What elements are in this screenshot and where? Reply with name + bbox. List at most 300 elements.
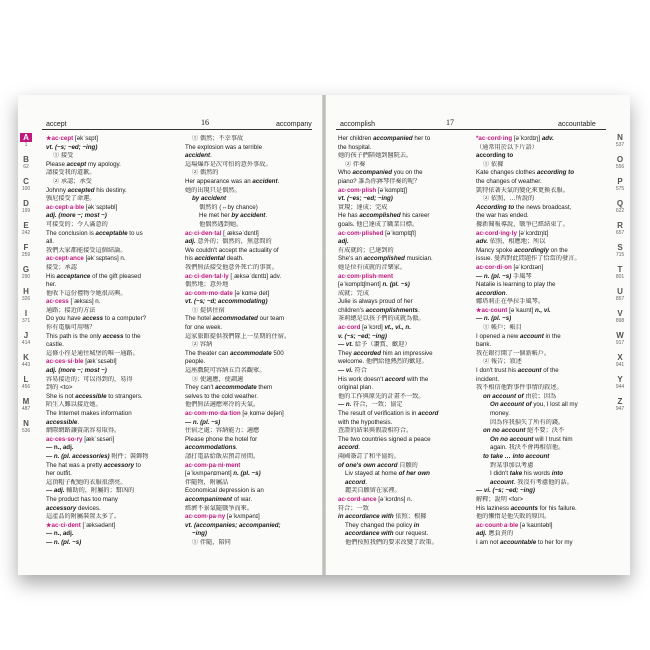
thumb-tab-y[interactable]	[614, 375, 626, 397]
entry-line	[185, 290, 317, 299]
entry-line	[46, 350, 181, 359]
entry-text: 我不相信他對事件事情的敘述。	[476, 384, 563, 392]
entry-line	[46, 307, 181, 316]
entry-line	[185, 444, 317, 453]
entry-text: 我在銀行開了一個新帳戶。	[476, 349, 551, 357]
entry-text: accidental	[194, 255, 225, 263]
thumb-tab-page: 371	[21, 318, 31, 324]
entry-line	[476, 401, 606, 410]
entry-line	[338, 273, 473, 282]
entry-text: accomplishments	[365, 306, 418, 314]
entry-text: 到的 <to>	[46, 384, 73, 392]
entry-text: 他偶然遇到她。	[199, 220, 243, 228]
entry-line	[46, 419, 181, 428]
entry-text: adv.	[476, 238, 489, 246]
entry-text: accord	[345, 478, 366, 486]
entry-line	[338, 427, 473, 436]
entry-line	[46, 230, 181, 239]
thumb-tab-c[interactable]	[20, 177, 32, 199]
thumb-tab-z[interactable]	[614, 397, 626, 419]
entry-line	[185, 178, 317, 187]
entry-text: On no account	[490, 435, 534, 443]
thumb-tab-i[interactable]	[20, 309, 32, 331]
entry-text: 對某事加以考慮	[490, 461, 534, 469]
entry-text: [ˌæksəˈdɛntlɪ] adv.	[228, 272, 282, 280]
entry-text: They changed the policy	[345, 521, 414, 529]
entry-text: adj. (more ~; most ~)	[46, 367, 107, 375]
entry-line	[476, 522, 606, 531]
entry-line	[185, 427, 317, 436]
thumb-tab-j[interactable]	[20, 331, 32, 353]
entry-text: This path is the only	[46, 332, 103, 340]
entry-text: vt., vi., n.	[384, 324, 411, 332]
thumb-tab-page: 1	[24, 142, 28, 148]
entry-line	[338, 161, 473, 170]
entry-text: accessory	[46, 504, 77, 512]
entry-text: on the	[548, 246, 568, 254]
entry-line	[46, 255, 181, 264]
entry-line	[338, 487, 473, 496]
thumb-tab-letter: R	[617, 221, 623, 230]
entry-text: 她的出現只是偶然。	[185, 186, 241, 194]
entry-text: accommodations	[185, 444, 236, 452]
entry-text: 依照；根據	[393, 513, 427, 521]
entry-text: death.	[224, 255, 244, 263]
entry-line	[46, 539, 181, 548]
entry-line	[185, 230, 317, 239]
headword: ac·cess	[46, 298, 69, 306]
thumb-tab-p[interactable]	[614, 177, 626, 199]
entry-text: him an impressive	[381, 349, 433, 357]
headword: ac·cor·di·on	[476, 263, 512, 271]
entry-line	[476, 513, 606, 522]
thumb-tab-t[interactable]	[614, 265, 626, 287]
thumb-tab-page: 941	[615, 362, 625, 368]
thumb-tab-d[interactable]	[20, 199, 32, 221]
entry-line	[476, 281, 606, 290]
entry-line	[476, 307, 606, 316]
entry-text: 這場爆炸是次可怕的意外事故。	[185, 160, 272, 168]
entry-text: acceptance	[56, 272, 91, 280]
entry-text: incident.	[476, 375, 500, 383]
entry-text: — n. (pl. ~s)	[46, 538, 82, 546]
entry-text: ① 提供住宿	[192, 306, 225, 314]
entry-line	[338, 178, 473, 187]
entry-line	[46, 298, 181, 307]
entry-line	[338, 187, 473, 196]
entry-line	[46, 247, 181, 256]
entry-text: 他們按照我們的要求改變了政策。	[345, 538, 438, 546]
entry-text: The Internet makes information	[46, 410, 132, 417]
entry-text: Her appearance was an	[185, 177, 253, 185]
entry-line	[185, 333, 317, 342]
running-head-right: accountable	[558, 121, 596, 128]
headword: ac·com·mo·date	[185, 289, 233, 297]
entry-text: Liv stayed at home	[345, 470, 399, 478]
thumb-tab-page: 456	[21, 384, 31, 390]
entry-text: ① 偶然；不幸事故	[192, 135, 244, 142]
thumb-tab-f[interactable]	[20, 243, 32, 265]
entry-line	[338, 212, 473, 221]
entry-line	[46, 496, 181, 505]
entry-text: accordance with	[345, 530, 394, 538]
entry-line	[476, 264, 606, 273]
thumb-tab-r[interactable]	[614, 221, 626, 243]
entry-line	[46, 178, 181, 187]
left-column-1	[46, 135, 181, 548]
entry-line	[338, 505, 473, 514]
entry-text: 意外的；偶然的，無意間的	[195, 238, 272, 246]
entry-line	[338, 298, 473, 307]
thumb-tab-letter: C	[23, 177, 29, 186]
headword: ac·ces·so·ry	[46, 435, 83, 443]
entry-line	[476, 453, 606, 462]
thumb-tab-letter: E	[23, 221, 29, 230]
page-number: 16	[201, 118, 209, 127]
entry-text: access	[82, 315, 104, 323]
entry-text: The product has too many	[46, 495, 118, 503]
entry-text: the war has ended.	[476, 212, 529, 220]
entry-text: to strangers.	[106, 392, 143, 400]
entry-text: to the	[123, 332, 141, 340]
entry-text: the changes of weather.	[476, 177, 542, 185]
entry-text: you on the	[392, 169, 423, 177]
entry-text: [əkˈsɛptəbl]	[84, 203, 118, 211]
entry-text: 附件；裝飾物	[109, 452, 149, 460]
entry-line	[338, 419, 473, 428]
thumb-tab-q[interactable]	[614, 199, 626, 221]
entry-line	[476, 462, 606, 471]
thumb-tab-letter: N	[23, 419, 29, 428]
entry-text: 接受；承認	[46, 263, 77, 271]
entry-line	[185, 144, 317, 153]
entry-text: vt. (accompanies; accompanied;	[185, 521, 281, 529]
thumb-tab-n[interactable]	[614, 133, 626, 155]
entry-text: Please	[46, 160, 67, 168]
entry-line	[185, 367, 317, 376]
entry-text: I am not	[476, 538, 501, 546]
entry-text: They can't	[185, 384, 216, 392]
entry-text: in the	[543, 332, 561, 340]
entry-text: ~ing)	[192, 530, 207, 538]
entry-text: On account of	[490, 401, 532, 409]
entry-text: for one week.	[185, 324, 223, 332]
entry-line	[46, 221, 181, 230]
entry-text: acceptable	[95, 229, 128, 237]
thumb-tab-a[interactable]	[20, 133, 32, 155]
header-rule	[42, 129, 312, 130]
entry-text: her outfit.	[46, 470, 72, 478]
entry-text: [ækˈsɛsəri]	[82, 435, 115, 443]
thumb-tab-b[interactable]	[20, 155, 32, 177]
entry-text: 符合，一致；協定	[351, 401, 403, 409]
thumb-tab-l[interactable]	[20, 375, 32, 397]
entry-text: adj.	[476, 530, 487, 538]
thumb-tab-page: 326	[21, 296, 31, 302]
entry-text: by accident	[231, 212, 266, 220]
entry-line	[338, 367, 473, 376]
thumb-tab-w[interactable]	[614, 331, 626, 353]
entry-text: [əˈkɔrdɪŋlɪ]	[516, 229, 549, 237]
running-head-right: accompany	[276, 121, 312, 128]
entry-line	[476, 152, 606, 161]
entry-text: vt. (~s; ~d; accommodating)	[185, 298, 268, 306]
entry-text: accepted	[67, 186, 95, 194]
thumb-tab-page: 715	[615, 252, 625, 258]
entry-line	[185, 436, 317, 445]
thumb-tab-page: 242	[21, 230, 31, 236]
entry-line	[476, 187, 606, 196]
entry-text: accord	[384, 375, 406, 383]
entry-text: ① 帳戶；帳目	[483, 324, 522, 332]
thumb-tab-n[interactable]	[20, 419, 32, 441]
entry-line	[338, 324, 473, 333]
entry-text: Natalie is learning to play the	[476, 281, 556, 289]
entry-text: to	[134, 461, 141, 469]
entry-text: 500	[271, 349, 284, 357]
right-column-1	[338, 135, 473, 548]
entry-line	[46, 367, 181, 376]
entry-line	[476, 333, 606, 342]
entry-text: .	[417, 306, 420, 314]
entry-text: 輔助的，附屬的；幫凶的	[64, 487, 135, 495]
thumb-tab-page: 487	[21, 406, 31, 412]
entry-text: Economical depression is an	[185, 487, 264, 495]
entry-text: 強尼接受了命運。	[46, 195, 96, 203]
entry-text: — n. (pl. ~s)	[476, 272, 512, 280]
entry-text: welcome. 他們給他熱烈的歡迎。	[338, 358, 428, 366]
entry-text: account	[520, 332, 544, 340]
entry-text: accomplished	[363, 255, 405, 263]
entry-text: — n., adj.	[46, 530, 74, 538]
thumb-tab-page: 657	[615, 230, 625, 236]
entry-text: you, I lost all my	[531, 401, 578, 409]
entry-text: The two countries signed a peace	[338, 435, 431, 443]
entry-text: 符合	[352, 367, 367, 375]
entry-text: her.	[46, 281, 57, 289]
thumb-tab-m[interactable]	[20, 397, 32, 419]
entry-line	[476, 427, 606, 436]
entry-text: ② 依照，…所說的	[483, 195, 535, 203]
entry-text: 這家旅館提供我們隊上一星期的住宿。	[185, 332, 291, 340]
entry-text: 因為你我損失了所有的錢。	[490, 418, 565, 426]
entry-text: [əˈkɔrdɪən]	[511, 263, 544, 271]
entry-line	[46, 393, 181, 402]
thumb-tab-letter: O	[616, 155, 624, 164]
entry-text: ① 伴隨，陪同	[192, 538, 231, 546]
entry-line	[46, 410, 181, 419]
thumb-tab-v[interactable]	[614, 309, 626, 331]
entry-text: [əˈkaʊnt]	[507, 306, 535, 314]
entry-text: [əˈkɑmplɪʃt]	[383, 229, 416, 237]
entry-text: 網際網路讓資訊容易取得。	[46, 427, 121, 435]
entry-text: take	[509, 470, 523, 478]
entry-line	[338, 358, 473, 367]
entry-line	[185, 221, 317, 230]
entry-text: .	[265, 212, 268, 220]
entry-text: His work doesn't	[338, 375, 385, 383]
entry-line	[476, 487, 606, 496]
entry-line	[476, 384, 606, 393]
thumb-tab-page: 537	[615, 142, 625, 148]
entry-text: — vt.	[338, 341, 354, 349]
thumb-tab-u[interactable]	[614, 287, 626, 309]
entry-text: bank.	[476, 341, 492, 349]
thumb-tab-page: 443	[21, 362, 31, 368]
entry-text: musician.	[404, 255, 433, 263]
entry-text: 他們無法適應寒冷的天氣。	[185, 401, 260, 409]
entry-text: adj.	[338, 238, 349, 246]
entry-text: all.	[46, 238, 54, 246]
right-page	[326, 95, 630, 575]
thumb-tab-letter: G	[22, 265, 30, 274]
entry-line	[46, 281, 181, 290]
entry-line	[46, 453, 181, 462]
entry-text: 他的工作與原先的計畫不一致。	[338, 392, 425, 400]
entry-line	[46, 135, 181, 144]
entry-text: 手風琴	[511, 272, 532, 280]
entry-text: accommodate	[230, 349, 272, 357]
entry-text: [əˈkɑməˌdet]	[232, 289, 270, 297]
thumb-tab-page: 259	[21, 252, 31, 258]
entry-line	[476, 470, 606, 479]
entry-text: Her children	[338, 135, 374, 142]
thumb-tab-h[interactable]	[20, 287, 32, 309]
entry-text: n., vi.	[534, 306, 551, 314]
entry-line	[185, 496, 317, 505]
entry-text: by accident	[192, 195, 227, 203]
entry-text: 據新聞報導說，戰爭已經結束了。	[476, 220, 569, 228]
entry-line	[476, 376, 606, 385]
thumb-tab-e[interactable]	[20, 221, 32, 243]
entry-text: accessory	[103, 461, 135, 469]
entry-line	[46, 470, 181, 479]
headword: *ac·cord·ing	[476, 135, 513, 142]
thumb-tab-page: 575	[615, 186, 625, 192]
entry-line	[46, 436, 181, 445]
entry-line	[185, 324, 317, 333]
thumb-tab-o[interactable]	[614, 155, 626, 177]
entry-line	[338, 144, 473, 153]
entry-text: to her for my	[536, 538, 573, 546]
entry-text: — n. (pl. ~s)	[476, 315, 512, 323]
entry-text: accessible	[75, 392, 107, 400]
entry-line	[185, 376, 317, 385]
entry-text: 這產品的附屬裝置太多了。	[46, 513, 121, 521]
entry-text: .	[365, 478, 368, 486]
entry-text: accordion	[476, 289, 506, 297]
thumb-tab-s[interactable]	[614, 243, 626, 265]
entry-text: — vi. (~s; ~ed; ~ing)	[476, 487, 535, 495]
entry-text: with the	[405, 375, 429, 383]
entry-text: 絕不要；決不	[525, 427, 565, 435]
running-head-left: accept	[46, 121, 67, 128]
entry-text: [əˈkɑmplɪʃmənt]	[338, 281, 383, 289]
entry-line	[185, 204, 317, 213]
entry-line	[476, 169, 606, 178]
entry-line	[46, 427, 181, 436]
entry-line	[476, 247, 606, 256]
entry-text: [əˈkɔrdɪŋ]	[512, 135, 542, 142]
right-column-2	[476, 135, 606, 548]
entry-text: 住宿之處；容納能力；適應	[185, 427, 260, 435]
thumb-tab-page: 917	[615, 340, 625, 346]
entry-text: piano? 誰為你鉢琴伴奏的呢？	[338, 177, 421, 185]
entry-text: . 我沒有考慮他的話。	[513, 478, 573, 486]
entry-line	[338, 341, 473, 350]
entry-text: 我們無法接受他意外死亡的事實。	[185, 263, 278, 271]
entry-text: [ˌæksəˈdɛntl]	[221, 229, 259, 237]
thumb-tab-g[interactable]	[20, 265, 32, 287]
entry-text: accommodated	[212, 315, 258, 323]
entry-text: ② 偶然的	[192, 169, 219, 177]
thumb-tab-letter: W	[616, 331, 624, 340]
headword: ac·cord·ing·ly	[476, 229, 517, 237]
entry-line	[476, 298, 606, 307]
entry-text: ② 承認；承受	[53, 177, 92, 185]
entry-text: 這條小徑是通往城堡的唯一通路。	[46, 349, 139, 357]
entry-line	[185, 530, 317, 539]
thumb-tab-letter: Q	[616, 199, 624, 208]
entry-text: accompanied	[373, 135, 413, 142]
entry-line	[476, 367, 606, 376]
entry-text: accomplished	[359, 212, 401, 220]
entry-text: devices.	[76, 504, 101, 512]
entry-text: 可接受的；令人滿意的	[46, 220, 108, 228]
entry-text: with the hypothesis.	[338, 418, 393, 426]
entry-line	[338, 255, 473, 264]
headword: ac·com·plish·ment	[338, 272, 394, 280]
entry-text: [ˈæksɛs] n.	[68, 298, 101, 306]
entry-text: original plan.	[338, 384, 374, 392]
entry-line	[185, 401, 317, 410]
entry-text: on account of	[483, 392, 524, 400]
entry-line	[338, 195, 473, 204]
thumb-tab-page: 62	[23, 164, 29, 170]
entry-text: of her own	[398, 470, 430, 478]
entry-line	[476, 195, 606, 204]
entry-line	[185, 307, 317, 316]
entry-line	[338, 539, 473, 548]
thumb-tab-page: 857	[615, 296, 625, 302]
entry-text: accountable	[500, 538, 537, 546]
entry-text: We couldn't accept the actuality of	[185, 246, 279, 254]
entry-line	[476, 436, 606, 445]
entry-text: accept	[66, 160, 87, 168]
entry-text: Do you have	[46, 315, 83, 323]
entry-line	[338, 410, 473, 419]
entry-text: The hat was a pretty	[46, 461, 104, 469]
entry-line	[476, 393, 606, 402]
entry-line	[338, 247, 473, 256]
entry-text: accorded	[353, 349, 381, 357]
entry-text: his words	[522, 470, 552, 478]
thumb-tab-k[interactable]	[20, 353, 32, 375]
headword: ★ac·count	[476, 306, 508, 314]
entry-text: of one's own accord	[338, 461, 398, 469]
thumb-index-left	[20, 133, 32, 441]
entry-line	[46, 273, 181, 282]
entry-line	[46, 462, 181, 471]
entry-line	[185, 410, 317, 419]
entry-text: [əˈkʌmpənɪmənt]	[185, 470, 234, 478]
entry-line	[476, 144, 606, 153]
entry-line	[338, 204, 473, 213]
entry-text: The conclusion is	[46, 229, 96, 237]
entry-text: them	[256, 384, 273, 392]
thumb-tab-x[interactable]	[614, 353, 626, 375]
entry-text: 他收下這份禮物令她很高興。	[46, 289, 127, 297]
